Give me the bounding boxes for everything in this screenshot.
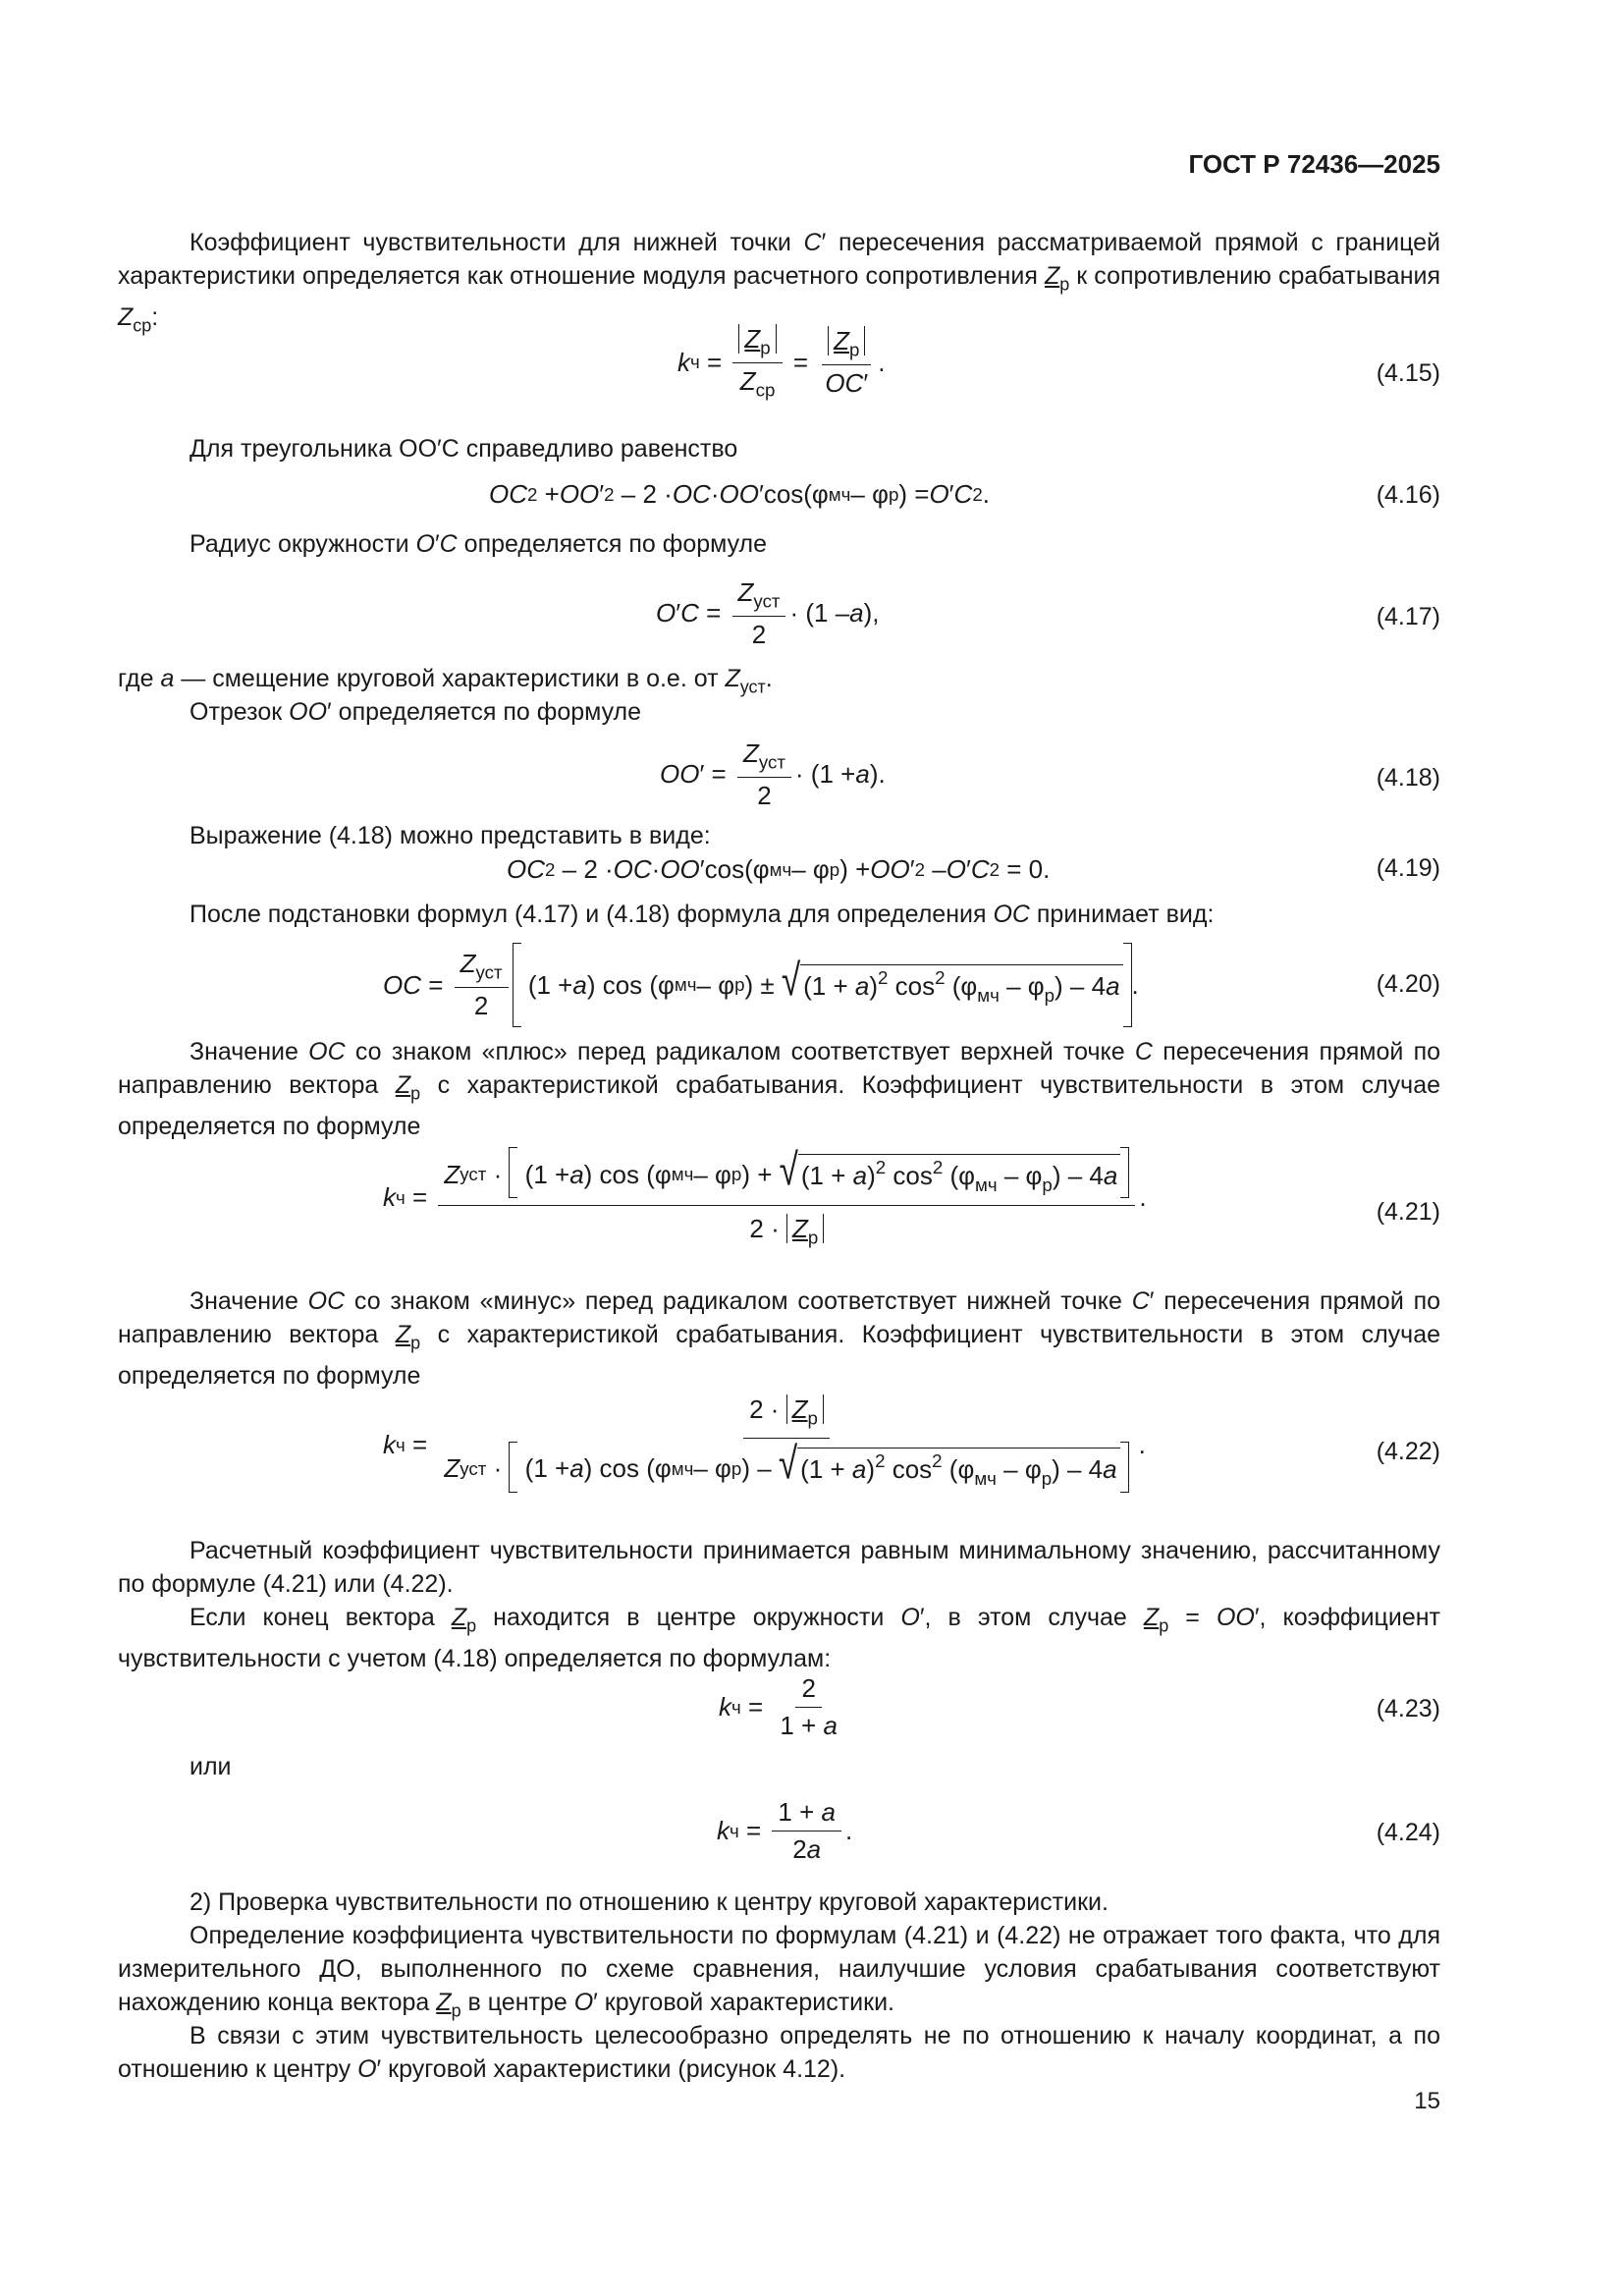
paragraph-14: Определение коэффициента чувствительности по формулам (4.21) и (4.22) не отражает того факта, что для измерительного ДО, выполненного по схеме сравнения, наилучшие условия срабатывания соответствуют нахождению конца вектора $Z_р$ в центре O′ круговой характеристики. — [118, 1922, 1440, 2021]
equation-number: (4.16) — [1376, 481, 1440, 509]
equation-number: (4.24) — [1376, 1819, 1440, 1846]
equation-4-19: OC 2 – 2 · OC · OO ′cos(φ мч – φ р ) + OO ′ 2 – O ′ C 2 = 0. (4.19) — [507, 854, 1440, 884]
paragraph-13: 2) Проверка чувствительности по отношению к центру круговой характеристики. — [189, 1888, 1109, 1916]
document-header: ГОСТ Р 72436—2025 — [1188, 149, 1440, 179]
equation-4-20: OC = $\frac{Z_{уст}}{2}$ (1 + a ) cos (φ мч – φ р ) ± √ $(1 + a)^2$ $\cos^2 (\varphi_{мч} - \varphi_р) - 4a$ . (4.20) — [118, 943, 1440, 1031]
equation-number: (4.18) — [1376, 764, 1440, 792]
equation-number: (4.22) — [1376, 1438, 1440, 1465]
paragraph-8: Значение OC со знаком «плюс» перед радикалом соответствует верхней точке C пересечения прямой по направлению вектора $Z_р$ с характеристикой срабатывания. Коэффициент чувствительности в этом случае определяется по формуле — [118, 1038, 1441, 1141]
equation-4-24: k ч = $\frac{1 + a}{2a}$ . (4.24) — [717, 1797, 1440, 1864]
paragraph-15: В связи с этим чувствительность целесообразно определять не по отношению к началу координат, а по отношению к центру O′ круговой характеристики (рисунок 4.12). — [118, 2022, 1440, 2083]
equation-4-22: k ч = $2 \cdot Z_р$ Z уст · (1 + a ) cos (φ мч – φ р ) – √ $(1 + a)^2$ $\cos^2 (\varphi_{мч} - \varphi_р) - 4a$ . (4.22) — [118, 1394, 1440, 1522]
paragraph-3: Радиус окружности O′C определяется по формуле — [189, 530, 768, 558]
paragraph-11: Если конец вектора $Z_р$ находится в центре окружности O′, в этом случае $Z_р = OO'$, коэффициент чувствительности с учетом (4.18) определяется по формулам: — [118, 1604, 1440, 1673]
equation-number: (4.17) — [1376, 603, 1440, 630]
paragraph-2: Для треугольника OO′C справедливо равенство — [189, 435, 738, 463]
paragraph-7: После подстановки формул (4.17) и (4.18) формула для определения OC принимает вид: — [189, 901, 1215, 928]
equation-number: (4.21) — [1376, 1198, 1440, 1226]
equation-4-15: k ч = $\frac{Z_р}{Z_{ср}}$ = $\frac{Z_р}{OC'}$ . (4.15) — [677, 324, 1440, 401]
equation-number: (4.20) — [1376, 970, 1440, 998]
equation-4-16: OC 2 + OO ′ 2 – 2 · OC · OO ′cos(φ мч – φ р ) = O ′ C 2 . (4.16) — [489, 479, 1440, 509]
equation-4-17: O ′ C = $\frac{Z_{уст}}{2}$ · (1 – a ), (4.17) — [656, 577, 1440, 649]
equation-4-21: k ч = Z уст · (1 + a ) cos (φ мч – φ р ) + √ $(1 + a)^2$ $\cos^2 (\varphi_{мч} - \varphi_р) - 4a$ $2 \cdot Z_р$ . (4.21) — [383, 1144, 1440, 1248]
paragraph-9: Значение OC со знаком «минус» перед радикалом соответствует нижней точке C′ пересечения прямой по направлению вектора $Z_р$ с характеристикой срабатывания. Коэффициент чувствительности в этом случае определяется по формуле — [118, 1287, 1441, 1391]
equation-4-23: k ч = $\frac{2}{1 + a}$ (4.23) — [719, 1673, 1440, 1740]
paragraph-4: где a — смещение круговой характеристики в о.е. от $Z_{уст}$. — [118, 665, 773, 697]
equation-4-18: OO ′ = $\frac{Z_{уст}}{2}$ · (1 + a ). (4.18) — [660, 738, 1440, 810]
paragraph-10: Расчетный коэффициент чувствительности принимается равным минимальному значению, рассчитанному по формуле (4.21) или (4.22). — [118, 1537, 1440, 1598]
equation-number: (4.19) — [1376, 854, 1440, 882]
page-number: 15 — [1414, 2088, 1440, 2114]
paragraph-5: Отрезок OO′ определяется по формуле — [189, 698, 642, 726]
paragraph-6: Выражение (4.18) можно представить в виде: — [189, 822, 711, 849]
paragraph-1: Коэффициент чувствительности для нижней точки C′ пересечения рассматриваемой прямой с границей характеристики определяется как отношение модуля расчетного сопротивления $Z_р$ к сопротивлению срабатывания $Z_{ср}$: — [118, 229, 1441, 336]
equation-number: (4.23) — [1376, 1695, 1440, 1722]
equation-number: (4.15) — [1376, 359, 1440, 387]
paragraph-12: или — [189, 1753, 232, 1780]
